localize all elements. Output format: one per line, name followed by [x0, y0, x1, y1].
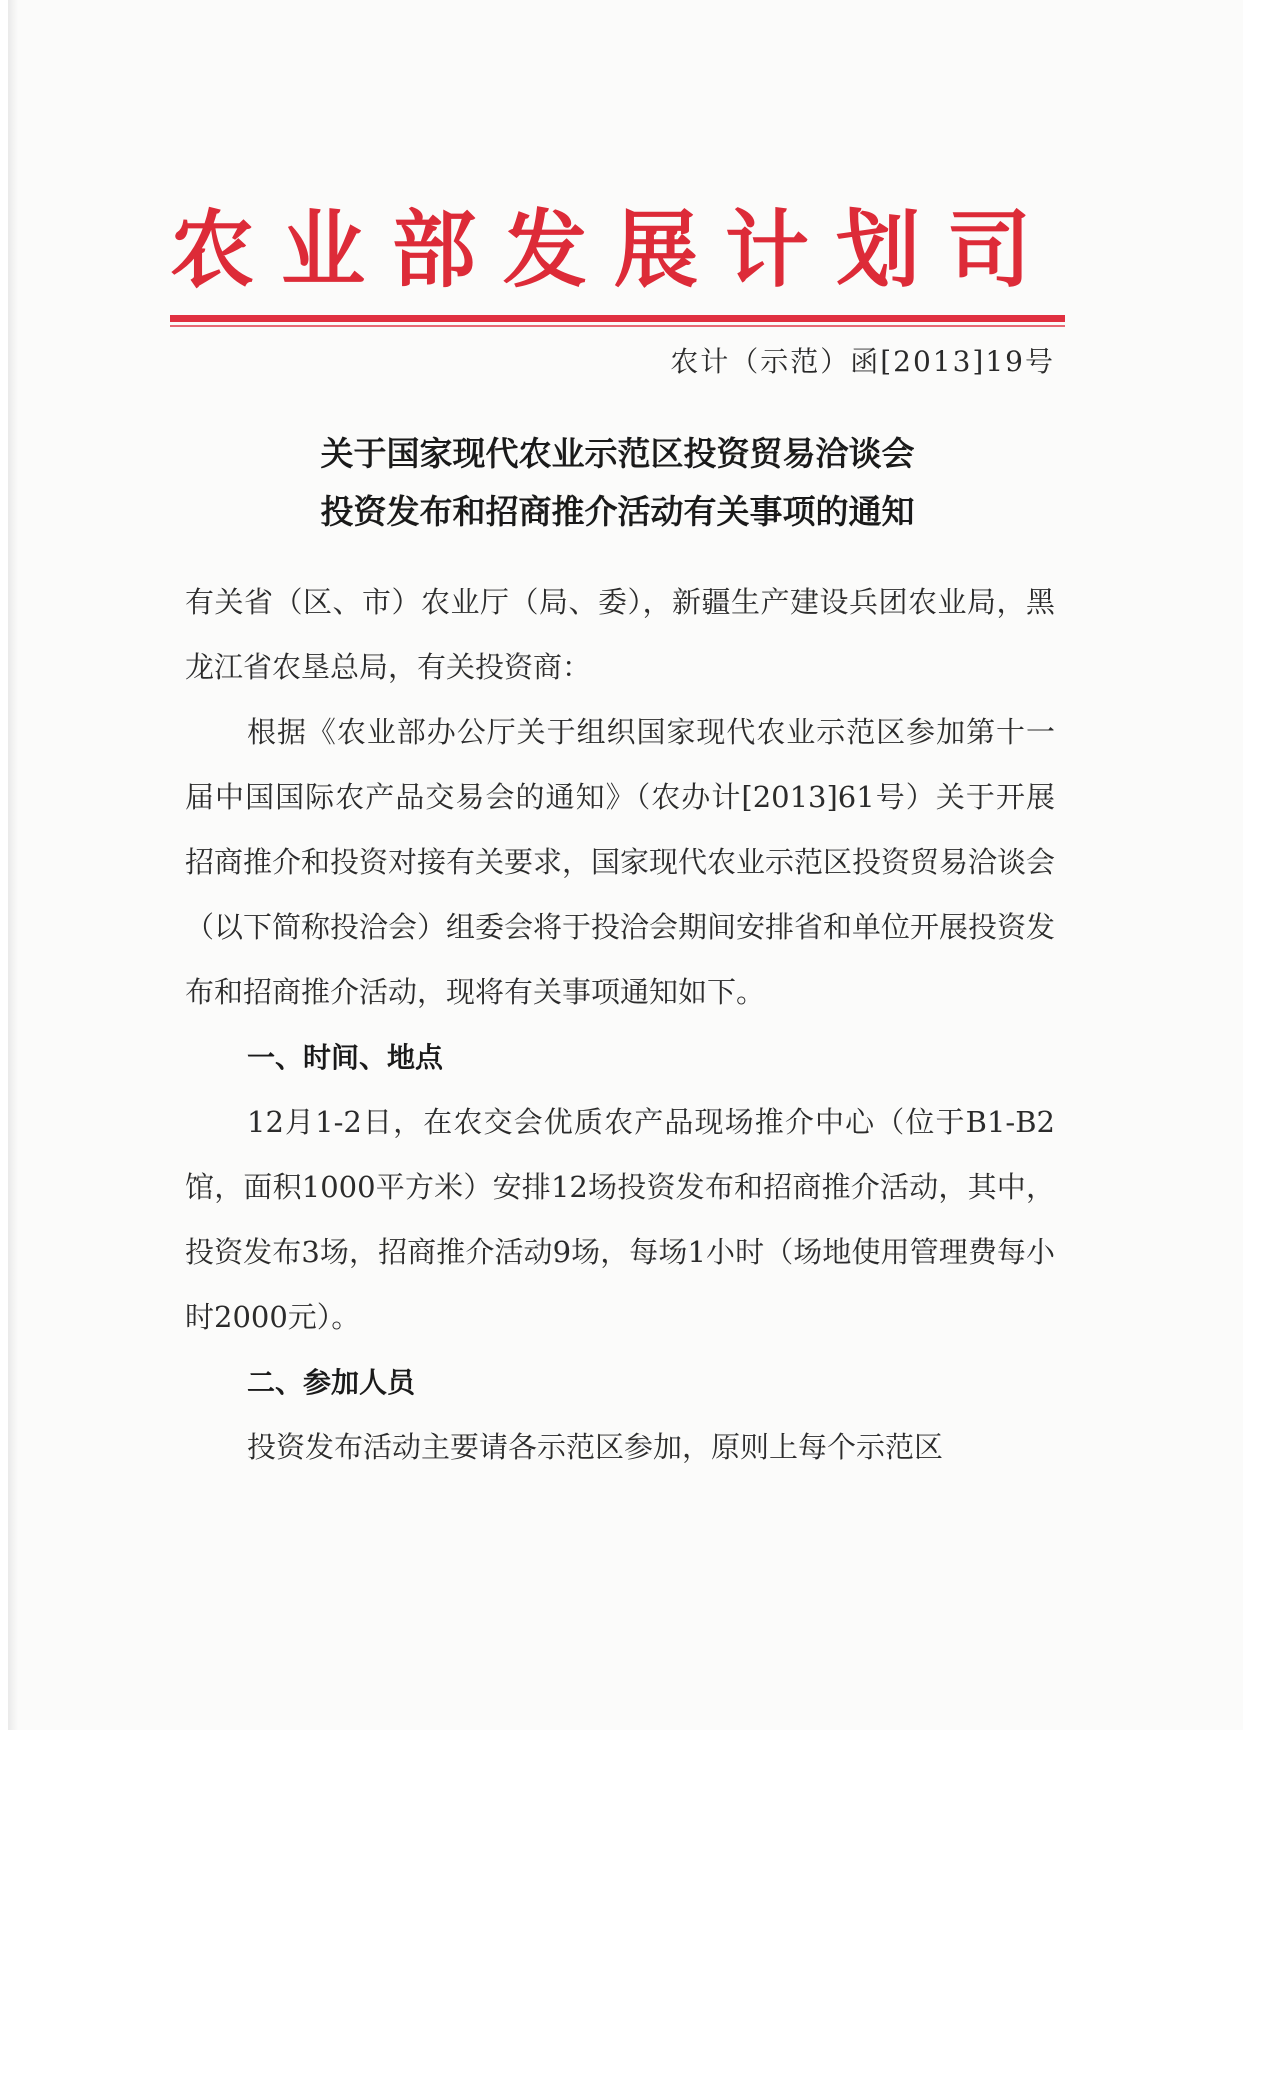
document-body: [185, 570, 1055, 1480]
section-1-heading: 一、时间、地点: [247, 1041, 444, 1074]
document-title-line-1: 关于国家现代农业示范区投资贸易洽谈会: [320, 434, 915, 473]
section-1-paragraph: 12月1-2日，在农交会优质农产品现场推介中心（位于B1-B2馆，面积1000平方米）安排12场投资发布和招商推介活动，其中，投资发布3场，招商推介活动9场，每场1小时（场地使用管理费每小时2000元）。: [185, 1105, 1055, 1334]
intro-paragraph: 根据《农业部办公厅关于组织国家现代农业示范区参加第十一届中国国际农产品交易会的通知》（农办计[2013]61号）关于开展招商推介和投资对接有关要求，国家现代农业示范区投资贸易洽谈会（以下简称投洽会）组委会将于投洽会期间安排省和单位开展投资发布和招商推介活动，现将有关事项通知如下。: [185, 715, 1056, 1009]
red-header-rule: [170, 315, 1065, 322]
organization-header: 农业部发展计划司: [170, 200, 1059, 299]
document-number: 农计（示范）函[2013]19号: [670, 345, 1055, 378]
document-title: [170, 425, 1065, 541]
section-2-heading: 二、参加人员: [247, 1366, 416, 1399]
section-2-paragraph: 投资发布活动主要请各示范区参加，原则上每个示范区: [247, 1430, 944, 1464]
document-title-line-2: 投资发布和招商推介活动有关事项的通知: [320, 492, 915, 531]
addressee-paragraph: 有关省（区、市）农业厅（局、委），新疆生产建设兵团农业局，黑龙江省农垦总局，有关投资商：: [185, 585, 1055, 684]
scan-edge-shadow: [8, 0, 18, 1730]
red-header-rule-thin: [170, 325, 1065, 327]
